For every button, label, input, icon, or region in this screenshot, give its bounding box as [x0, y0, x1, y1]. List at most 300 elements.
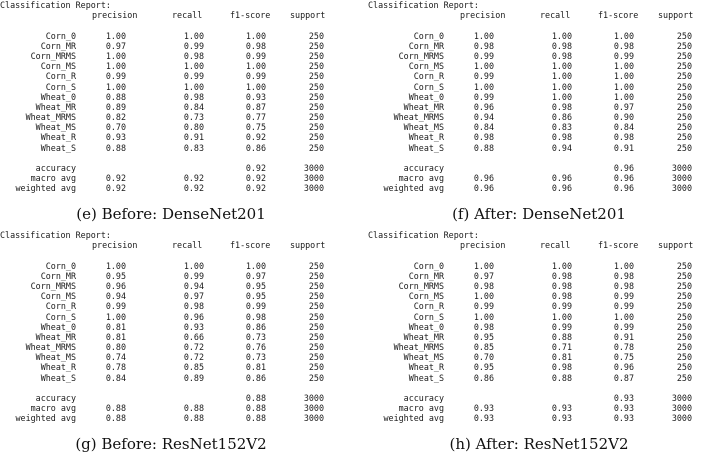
f1-value: 0.73: [245, 331, 266, 342]
f1-value: 1.00: [245, 61, 266, 72]
f1-value: 0.95: [245, 291, 266, 302]
class-label: Wheat_R: [40, 362, 76, 373]
f1-value: 0.88: [245, 393, 266, 403]
class-label: Wheat_R: [408, 132, 444, 143]
summary-label: weighted avg: [383, 183, 444, 194]
recall-value: 1.00: [551, 311, 572, 322]
support-value: 250: [308, 331, 324, 342]
recall-value: 0.99: [183, 40, 204, 51]
support-value: 250: [676, 331, 692, 342]
support-value: 3000: [671, 163, 692, 173]
recall-value: 0.89: [183, 372, 204, 383]
precision-value: 0.96: [473, 101, 494, 112]
precision-value: 0.96: [473, 183, 494, 194]
precision-value: 0.86: [473, 372, 494, 383]
precision-value: 1.00: [473, 291, 494, 302]
precision-value: 0.96: [473, 173, 494, 184]
recall-value: 0.72: [183, 342, 204, 353]
figure-caption: (h) After: ResNet152V2: [449, 435, 629, 453]
header-support: support: [658, 10, 694, 21]
report-title: Classification Report:: [0, 0, 111, 10]
class-label: Corn_S: [45, 311, 76, 322]
precision-value: 0.78: [105, 362, 126, 373]
class-label: Corn_MRMS: [398, 280, 444, 291]
recall-value: 0.80: [183, 122, 204, 133]
f1-value: 1.00: [245, 30, 266, 41]
support-value: 250: [308, 352, 324, 363]
support-value: 3000: [671, 413, 692, 424]
header-recall: recall: [172, 10, 203, 21]
f1-value: 0.98: [613, 280, 634, 291]
f1-value: 0.98: [245, 40, 266, 51]
f1-value: 0.87: [245, 101, 266, 112]
f1-value: 0.93: [613, 413, 634, 424]
recall-value: 1.00: [183, 260, 204, 271]
recall-value: 1.00: [183, 30, 204, 41]
support-value: 250: [308, 101, 324, 112]
support-value: 3000: [303, 163, 324, 173]
header-precision: precision: [92, 10, 138, 21]
class-label: Corn_R: [413, 71, 444, 82]
header-f1-score: f1-score: [230, 240, 271, 251]
precision-value: 0.81: [105, 321, 126, 332]
support-value: 250: [676, 372, 692, 383]
recall-value: 0.98: [551, 270, 572, 281]
class-label: Wheat_MR: [35, 101, 76, 112]
f1-value: 0.86: [245, 321, 266, 332]
precision-value: 0.98: [473, 40, 494, 51]
f1-value: 0.77: [245, 112, 266, 123]
support-value: 250: [308, 321, 324, 332]
recall-value: 0.98: [551, 40, 572, 51]
panel-f: [368, 0, 710, 230]
support-value: 3000: [303, 393, 324, 403]
recall-value: 1.00: [551, 71, 572, 82]
header-support: support: [290, 10, 326, 21]
recall-value: 0.99: [551, 301, 572, 312]
class-label: Corn_MRMS: [30, 50, 76, 61]
recall-value: 0.83: [551, 122, 572, 133]
support-value: 250: [676, 61, 692, 72]
recall-value: 0.98: [183, 301, 204, 312]
recall-value: 0.94: [551, 142, 572, 153]
support-value: 250: [676, 342, 692, 353]
recall-value: 0.98: [551, 132, 572, 143]
f1-value: 1.00: [613, 30, 634, 41]
precision-value: 0.82: [105, 112, 126, 123]
summary-label: weighted avg: [383, 413, 444, 424]
f1-value: 0.99: [613, 291, 634, 302]
precision-value: 0.89: [105, 101, 126, 112]
class-label: Corn_MS: [408, 291, 444, 302]
support-value: 250: [308, 112, 324, 123]
f1-value: 0.76: [245, 342, 266, 353]
f1-value: 1.00: [613, 61, 634, 72]
report-title: Classification Report:: [368, 0, 479, 10]
class-label: Corn_MR: [40, 40, 76, 51]
f1-value: 0.99: [245, 301, 266, 312]
support-value: 250: [308, 142, 324, 153]
support-value: 250: [308, 260, 324, 271]
precision-value: 0.93: [473, 403, 494, 414]
summary-label: macro avg: [398, 403, 444, 414]
f1-value: 0.92: [245, 163, 266, 173]
class-label: Wheat_MR: [403, 331, 444, 342]
recall-value: 0.96: [183, 311, 204, 322]
support-value: 250: [308, 311, 324, 322]
precision-value: 1.00: [473, 260, 494, 271]
f1-value: 0.98: [613, 270, 634, 281]
f1-value: 0.78: [613, 342, 634, 353]
support-value: 250: [308, 372, 324, 383]
support-value: 3000: [671, 403, 692, 414]
support-value: 250: [308, 71, 324, 82]
recall-value: 1.00: [551, 91, 572, 102]
summary-label: macro avg: [398, 173, 444, 184]
precision-value: 0.92: [105, 173, 126, 184]
recall-value: 0.96: [551, 173, 572, 184]
support-value: 250: [308, 342, 324, 353]
class-label: Wheat_MRMS: [25, 342, 76, 353]
support-value: 3000: [303, 183, 324, 194]
class-label: Wheat_0: [40, 91, 76, 102]
support-value: 250: [676, 301, 692, 312]
support-value: 250: [676, 112, 692, 123]
precision-value: 0.88: [105, 413, 126, 424]
panel-h: [368, 230, 710, 460]
report-title: Classification Report:: [368, 230, 479, 240]
f1-value: 1.00: [245, 260, 266, 271]
header-recall: recall: [540, 240, 571, 251]
class-label: Corn_MS: [408, 61, 444, 72]
recall-value: 0.93: [551, 403, 572, 414]
f1-value: 0.87: [613, 372, 634, 383]
support-value: 250: [676, 291, 692, 302]
recall-value: 0.91: [183, 132, 204, 143]
precision-value: 0.99: [105, 71, 126, 82]
f1-value: 0.93: [613, 393, 634, 403]
class-label: Wheat_0: [408, 91, 444, 102]
header-f1-score: f1-score: [230, 10, 271, 21]
class-label: Wheat_S: [408, 142, 444, 153]
support-value: 250: [308, 91, 324, 102]
recall-value: 0.99: [183, 71, 204, 82]
f1-value: 0.84: [613, 122, 634, 133]
precision-value: 0.99: [473, 301, 494, 312]
recall-value: 0.99: [183, 270, 204, 281]
class-label: Wheat_S: [40, 372, 76, 383]
class-label: Corn_R: [45, 301, 76, 312]
support-value: 250: [676, 352, 692, 363]
f1-value: 0.86: [245, 142, 266, 153]
support-value: 250: [308, 270, 324, 281]
precision-value: 1.00: [473, 30, 494, 41]
recall-value: 0.86: [551, 112, 572, 123]
f1-value: 0.99: [245, 50, 266, 61]
support-value: 250: [676, 362, 692, 373]
precision-value: 0.99: [473, 71, 494, 82]
support-value: 250: [308, 40, 324, 51]
precision-value: 0.93: [473, 413, 494, 424]
f1-value: 1.00: [613, 81, 634, 92]
precision-value: 0.94: [105, 291, 126, 302]
class-label: Corn_MRMS: [30, 280, 76, 291]
class-label: Wheat_R: [408, 362, 444, 373]
recall-value: 0.97: [183, 291, 204, 302]
precision-value: 0.85: [473, 342, 494, 353]
recall-value: 0.93: [183, 321, 204, 332]
summary-label: macro avg: [30, 403, 76, 414]
class-label: Corn_0: [413, 260, 444, 271]
f1-value: 0.81: [245, 362, 266, 373]
precision-value: 0.84: [105, 372, 126, 383]
support-value: 250: [676, 132, 692, 143]
f1-value: 1.00: [613, 260, 634, 271]
precision-value: 0.99: [473, 50, 494, 61]
class-label: Corn_0: [45, 260, 76, 271]
f1-value: 0.75: [613, 352, 634, 363]
class-label: Wheat_S: [40, 142, 76, 153]
precision-value: 0.84: [473, 122, 494, 133]
recall-value: 0.66: [183, 331, 204, 342]
support-value: 250: [676, 81, 692, 92]
header-recall: recall: [172, 240, 203, 251]
support-value: 250: [308, 362, 324, 373]
precision-value: 1.00: [105, 260, 126, 271]
support-value: 250: [308, 291, 324, 302]
header-f1-score: f1-score: [598, 10, 639, 21]
precision-value: 0.80: [105, 342, 126, 353]
precision-value: 1.00: [473, 81, 494, 92]
report-title: Classification Report:: [0, 230, 111, 240]
header-precision: precision: [92, 240, 138, 251]
precision-value: 0.70: [473, 352, 494, 363]
support-value: 3000: [303, 413, 324, 424]
precision-value: 0.81: [105, 331, 126, 342]
class-label: Wheat_MS: [35, 122, 76, 133]
class-label: Wheat_0: [408, 321, 444, 332]
precision-value: 1.00: [105, 50, 126, 61]
f1-value: 0.73: [245, 352, 266, 363]
f1-value: 0.86: [245, 372, 266, 383]
summary-label: accuracy: [403, 393, 444, 403]
recall-value: 0.96: [551, 183, 572, 194]
class-label: Corn_0: [413, 30, 444, 41]
header-recall: recall: [540, 10, 571, 21]
recall-value: 0.98: [551, 101, 572, 112]
panel-g: [0, 230, 342, 460]
precision-value: 1.00: [105, 81, 126, 92]
class-label: Corn_R: [45, 71, 76, 82]
precision-value: 0.95: [105, 270, 126, 281]
precision-value: 0.99: [105, 301, 126, 312]
recall-value: 0.98: [551, 362, 572, 373]
f1-value: 0.88: [245, 413, 266, 424]
support-value: 250: [308, 61, 324, 72]
precision-value: 0.97: [105, 40, 126, 51]
f1-value: 0.98: [613, 132, 634, 143]
header-support: support: [290, 240, 326, 251]
support-value: 250: [676, 321, 692, 332]
class-label: Corn_MS: [40, 291, 76, 302]
class-label: Wheat_MR: [35, 331, 76, 342]
class-label: Wheat_MS: [403, 352, 444, 363]
recall-value: 1.00: [551, 81, 572, 92]
f1-value: 0.96: [613, 183, 634, 194]
precision-value: 1.00: [105, 61, 126, 72]
class-label: Wheat_MRMS: [393, 342, 444, 353]
precision-value: 1.00: [105, 311, 126, 322]
precision-value: 1.00: [473, 61, 494, 72]
summary-label: accuracy: [35, 393, 76, 403]
class-label: Wheat_0: [40, 321, 76, 332]
recall-value: 0.98: [551, 291, 572, 302]
f1-value: 0.97: [245, 270, 266, 281]
recall-value: 1.00: [551, 30, 572, 41]
header-precision: precision: [460, 10, 506, 21]
precision-value: 1.00: [473, 311, 494, 322]
recall-value: 1.00: [183, 81, 204, 92]
f1-value: 0.88: [245, 403, 266, 414]
recall-value: 0.71: [551, 342, 572, 353]
f1-value: 1.00: [613, 71, 634, 82]
f1-value: 0.96: [613, 163, 634, 173]
class-label: Wheat_MRMS: [25, 112, 76, 123]
support-value: 250: [308, 301, 324, 312]
f1-value: 0.99: [245, 71, 266, 82]
class-label: Wheat_MR: [403, 101, 444, 112]
recall-value: 0.84: [183, 101, 204, 112]
precision-value: 0.99: [473, 91, 494, 102]
support-value: 250: [308, 132, 324, 143]
support-value: 250: [308, 81, 324, 92]
recall-value: 0.88: [551, 331, 572, 342]
precision-value: 0.92: [105, 183, 126, 194]
support-value: 3000: [303, 403, 324, 414]
precision-value: 0.93: [105, 132, 126, 143]
precision-value: 0.74: [105, 352, 126, 363]
support-value: 250: [308, 50, 324, 61]
support-value: 250: [676, 280, 692, 291]
figure-caption: (f) After: DenseNet201: [452, 205, 626, 223]
precision-value: 0.88: [105, 91, 126, 102]
recall-value: 0.88: [183, 413, 204, 424]
recall-value: 0.88: [183, 403, 204, 414]
class-label: Wheat_R: [40, 132, 76, 143]
class-label: Corn_S: [413, 81, 444, 92]
recall-value: 0.92: [183, 173, 204, 184]
recall-value: 0.73: [183, 112, 204, 123]
class-label: Corn_MR: [408, 270, 444, 281]
support-value: 250: [676, 122, 692, 133]
recall-value: 0.94: [183, 280, 204, 291]
recall-value: 0.98: [183, 91, 204, 102]
f1-value: 0.97: [613, 101, 634, 112]
f1-value: 0.99: [613, 321, 634, 332]
recall-value: 0.98: [183, 50, 204, 61]
summary-label: accuracy: [403, 163, 444, 173]
class-label: Corn_MR: [40, 270, 76, 281]
class-label: Corn_S: [413, 311, 444, 322]
support-value: 250: [676, 311, 692, 322]
support-value: 250: [676, 71, 692, 82]
precision-value: 0.70: [105, 122, 126, 133]
summary-label: weighted avg: [15, 183, 76, 194]
header-precision: precision: [460, 240, 506, 251]
support-value: 3000: [303, 173, 324, 184]
f1-value: 1.00: [613, 311, 634, 322]
support-value: 250: [308, 30, 324, 41]
f1-value: 0.91: [613, 142, 634, 153]
support-value: 3000: [671, 173, 692, 184]
figure-caption: (e) Before: DenseNet201: [76, 205, 266, 223]
precision-value: 0.95: [473, 331, 494, 342]
figure-caption: (g) Before: ResNet152V2: [75, 435, 267, 453]
recall-value: 0.83: [183, 142, 204, 153]
summary-label: accuracy: [35, 163, 76, 173]
f1-value: 0.93: [613, 403, 634, 414]
f1-value: 0.91: [613, 331, 634, 342]
support-value: 3000: [671, 393, 692, 403]
precision-value: 0.95: [473, 362, 494, 373]
f1-value: 0.90: [613, 112, 634, 123]
support-value: 250: [676, 270, 692, 281]
precision-value: 0.97: [473, 270, 494, 281]
precision-value: 1.00: [105, 30, 126, 41]
f1-value: 0.93: [245, 91, 266, 102]
f1-value: 0.99: [613, 50, 634, 61]
f1-value: 0.99: [613, 301, 634, 312]
recall-value: 0.93: [551, 413, 572, 424]
recall-value: 1.00: [551, 61, 572, 72]
class-label: Corn_S: [45, 81, 76, 92]
recall-value: 0.92: [183, 183, 204, 194]
support-value: 250: [676, 260, 692, 271]
recall-value: 1.00: [551, 260, 572, 271]
class-label: Wheat_MRMS: [393, 112, 444, 123]
support-value: 250: [676, 91, 692, 102]
class-label: Corn_R: [413, 301, 444, 312]
f1-value: 0.96: [613, 173, 634, 184]
recall-value: 0.98: [551, 280, 572, 291]
f1-value: 0.75: [245, 122, 266, 133]
f1-value: 0.98: [613, 40, 634, 51]
f1-value: 0.92: [245, 132, 266, 143]
f1-value: 0.98: [245, 311, 266, 322]
support-value: 250: [308, 280, 324, 291]
precision-value: 0.98: [473, 280, 494, 291]
recall-value: 0.98: [551, 50, 572, 61]
precision-value: 0.98: [473, 132, 494, 143]
support-value: 250: [676, 101, 692, 112]
f1-value: 1.00: [613, 91, 634, 102]
support-value: 250: [676, 30, 692, 41]
recall-value: 1.00: [183, 61, 204, 72]
precision-value: 0.88: [473, 142, 494, 153]
precision-value: 0.96: [105, 280, 126, 291]
precision-value: 0.88: [105, 403, 126, 414]
class-label: Corn_MS: [40, 61, 76, 72]
summary-label: weighted avg: [15, 413, 76, 424]
support-value: 250: [676, 142, 692, 153]
recall-value: 0.88: [551, 372, 572, 383]
support-value: 250: [676, 40, 692, 51]
precision-value: 0.88: [105, 142, 126, 153]
f1-value: 1.00: [245, 81, 266, 92]
precision-value: 0.94: [473, 112, 494, 123]
precision-value: 0.98: [473, 321, 494, 332]
header-f1-score: f1-score: [598, 240, 639, 251]
